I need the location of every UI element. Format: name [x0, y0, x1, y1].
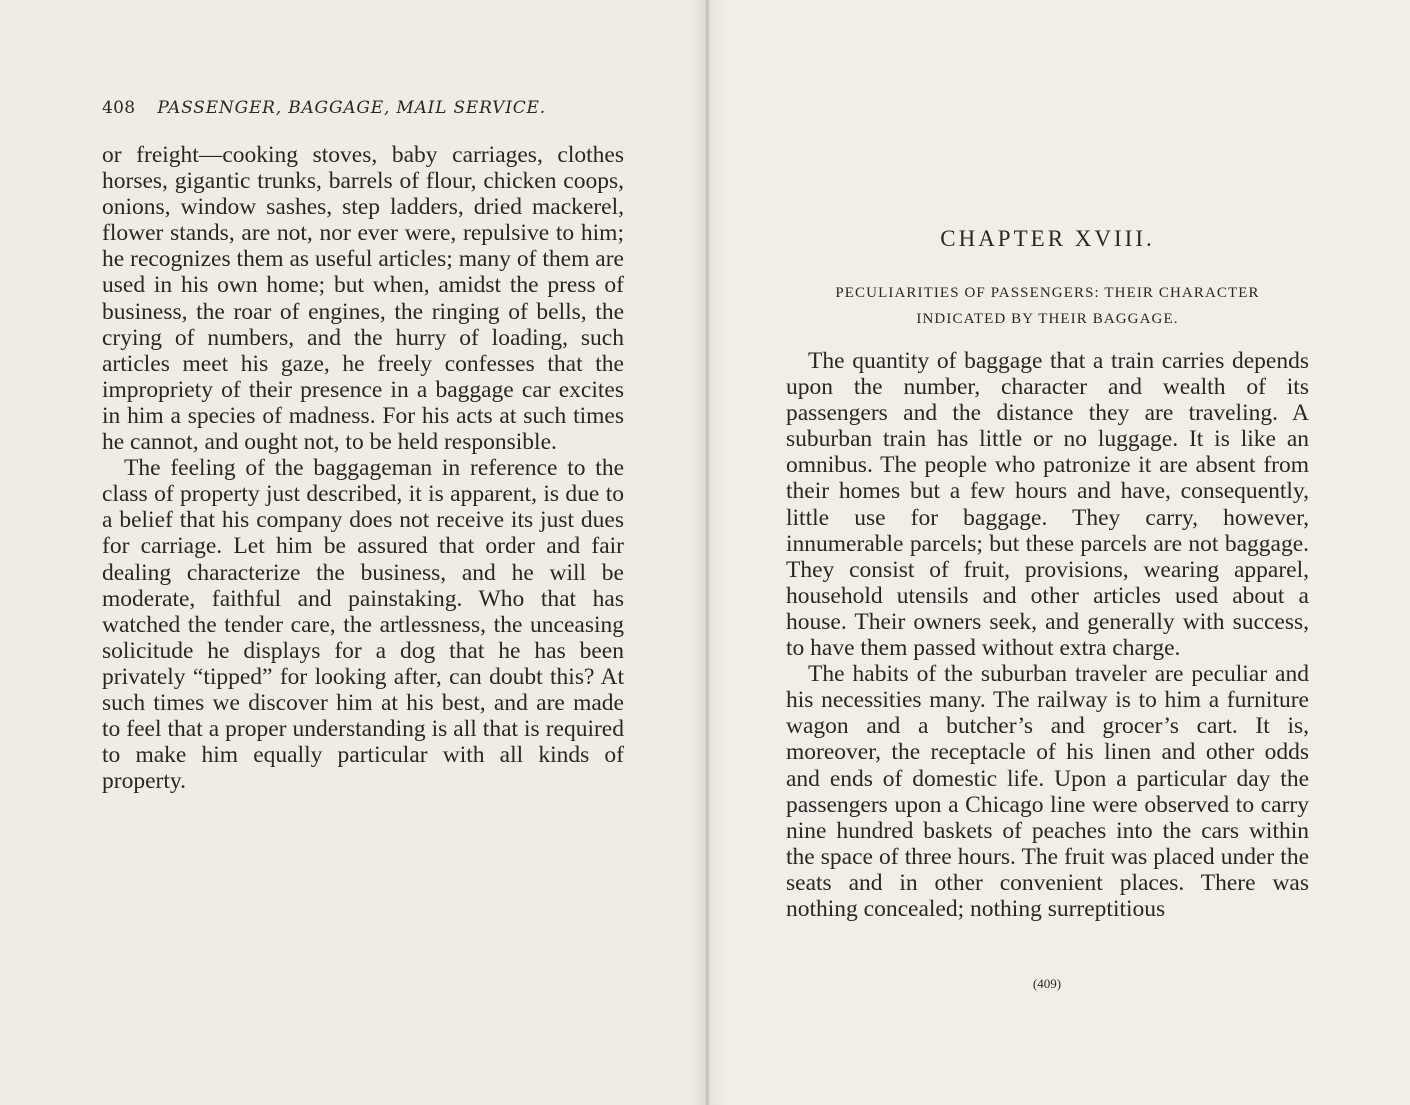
- chapter-subtitle-line: INDICATED BY THEIR BAGGAGE.: [916, 311, 1179, 327]
- paragraph: The quantity of baggage that a train carries depends upon the number, character and wealth of its passengers and the distance they are traveling. A suburban train has little or no luggage. It is like an omnibus. The people who patronize it are absent from their homes but a few hours and have, consequently, little use for baggage. They carry, however, innumerable parcels; but these parcels are not baggage. They consist of fruit, provisions, wearing apparel, household utensils and other articles used about a house. Their owners seek, and generally with success, to have them passed without extra charge.: [786, 348, 1309, 662]
- right-body-text: [786, 348, 1309, 922]
- book-gutter: [690, 0, 724, 1105]
- running-title: PASSENGER, BAGGAGE, MAIL SERVICE.: [157, 98, 546, 118]
- paragraph: or freight—cooking stoves, baby carriages, clothes horses, gigantic trunks, barrels of flour, chicken coops, onions, window sashes, step ladders, dried mackerel, flower stands, are not, nor ever were, repulsive to him; he recognizes them as useful articles; many of them are used in his own home; but when, amidst the press of business, the roar of engines, the ringing of bells, the crying of numbers, and the hurry of loading, such articles meet his gaze, he freely confesses that the impropriety of their presence in a baggage car excites in him a species of madness. For his acts at such times he cannot, and ought not, to be held responsible.: [102, 142, 624, 456]
- paragraph: The feeling of the baggageman in reference to the class of property just described, it is apparent, is due to a belief that his company does not receive its just dues for carriage. Let him be assured that order and fair dealing characterize the business, and he will be moderate, faithful and painstaking. Who that has watched the tender care, the artlessness, the unceasing solicitude he displays for a dog that he has been privately “tipped” for looking after, can doubt this? At such times we discover him at his best, and are made to feel that a proper understanding is all that is required to make him equally particular with all kinds of property.: [102, 455, 624, 795]
- left-body-text: [102, 142, 624, 794]
- paragraph: The habits of the suburban traveler are peculiar and his necessities many. The railway is to him a furniture wagon and a butcher’s and grocer’s cart. It is, moreover, the receptacle of his linen and other odds and ends of domestic life. Upon a particular day the passengers upon a Chicago line were observed to carry nine hundred baskets of peaches into the cars within the space of three hours. The fruit was placed under the seats and in other convenient places. There was nothing concealed; nothing surreptitious: [786, 661, 1309, 922]
- running-head: [102, 98, 622, 118]
- chapter-subtitle: [786, 280, 1309, 332]
- chapter-subtitle-line: PECULIARITIES OF PASSENGERS: THEIR CHARACTER: [835, 285, 1260, 301]
- folio-number: 408: [102, 98, 136, 118]
- chapter-title: CHAPTER XVIII.: [940, 226, 1155, 251]
- page-number: (409): [1032, 976, 1062, 991]
